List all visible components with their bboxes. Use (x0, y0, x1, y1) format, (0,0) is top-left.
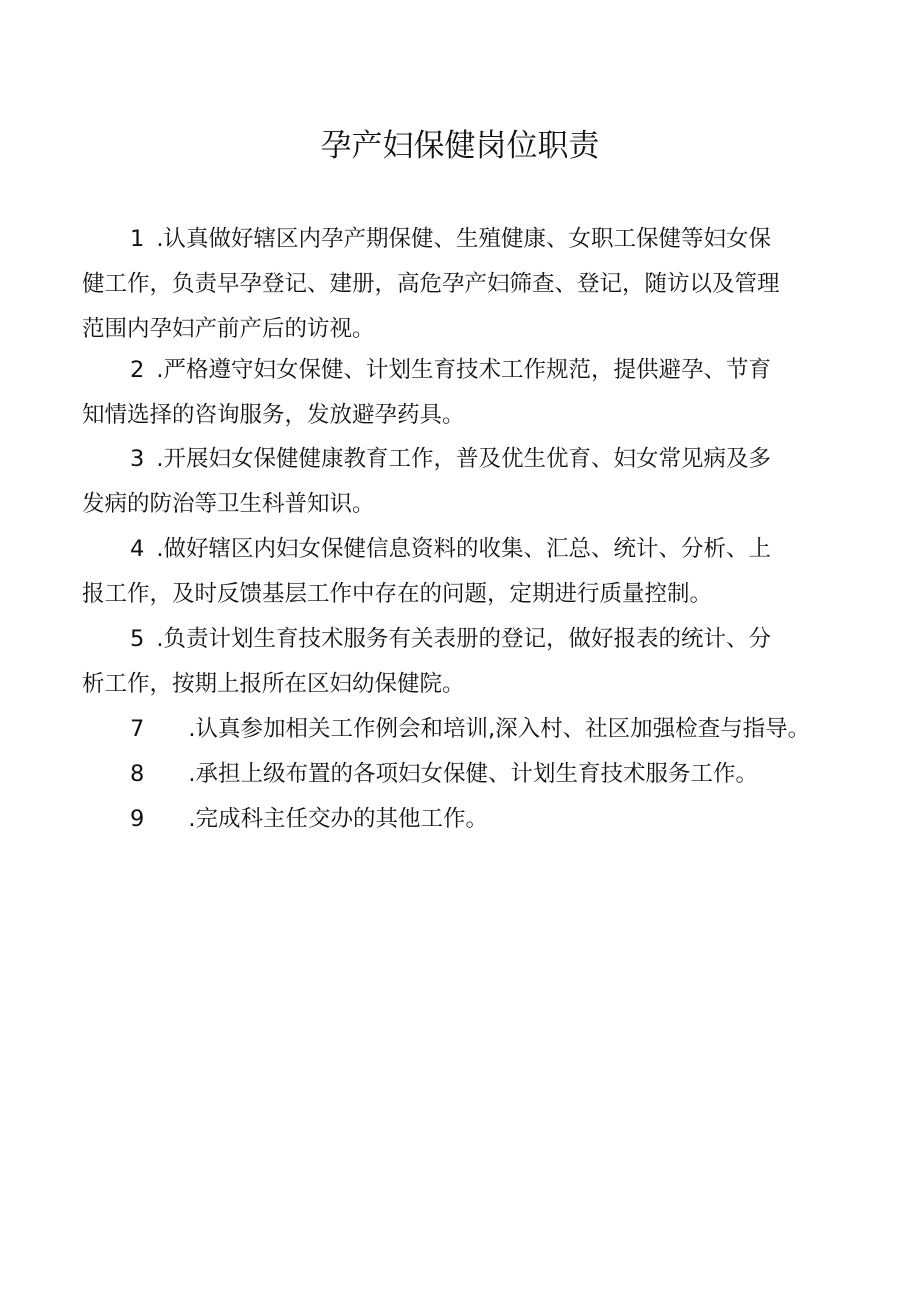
duty-item-5 (82, 617, 842, 707)
duty-item-line: 健工作，负责早孕登记、建册，高危孕产妇筛查、登记，随访以及管理 (82, 271, 780, 297)
duty-item-line: 发病的防治等卫生科普知识。 (82, 491, 375, 517)
page-title: 孕产妇保健岗位职责 (320, 128, 600, 164)
duty-item-8 (82, 752, 842, 797)
duty-item-line (82, 527, 842, 572)
item-number: 9 (130, 806, 145, 832)
item-text: .承担上级布置的各项妇女保健、计划生育技术服务工作。 (188, 761, 758, 787)
item-number: 5 (130, 626, 145, 652)
item-text: .做好辖区内妇女保健信息资料的收集、汇总、统计、分析、上 (156, 536, 771, 562)
duty-item-line: 范围内孕妇产前产后的访视。 (82, 316, 375, 342)
item-number: 3 (130, 446, 145, 472)
duty-item-9 (82, 797, 842, 842)
item-text: .开展妇女保健健康教育工作，普及优生优育、妇女常见病及多 (156, 446, 771, 472)
item-number: 2 (130, 357, 145, 383)
item-number: 4 (130, 536, 145, 562)
duty-item-1 (82, 217, 842, 352)
item-number: 8 (130, 761, 145, 787)
item-text: .认真参加相关工作例会和培训,深入村、社区加强检查与指导。 (188, 716, 811, 742)
item-number: 7 (130, 716, 145, 742)
item-text: .完成科主任交办的其他工作。 (188, 806, 488, 832)
duty-item-line (82, 617, 842, 662)
duty-item-2 (82, 348, 842, 438)
duty-item-line: 析工作，按期上报所在区妇幼保健院。 (82, 671, 465, 697)
duty-item-line (82, 348, 842, 393)
duty-item-line: 知情选择的咨询服务，发放避孕药具。 (82, 402, 465, 428)
item-text: .认真做好辖区内孕产期保健、生殖健康、女职工保健等妇女保 (156, 226, 771, 252)
duty-item-7 (82, 707, 842, 752)
duty-item-line (82, 797, 842, 842)
duty-item-4 (82, 527, 842, 617)
duty-item-line: 报工作，及时反馈基层工作中存在的问题，定期进行质量控制。 (82, 581, 713, 607)
duty-item-3 (82, 437, 842, 527)
duty-item-line (82, 707, 842, 752)
duty-item-line (82, 752, 842, 797)
item-number: 1 (130, 226, 145, 252)
item-text: .负责计划生育技术服务有关表册的登记，做好报表的统计、分 (156, 626, 771, 652)
item-text: .严格遵守妇女保健、计划生育技术工作规范，提供避孕、节育 (156, 357, 771, 383)
duty-item-line (82, 437, 842, 482)
duty-item-line (82, 217, 842, 262)
